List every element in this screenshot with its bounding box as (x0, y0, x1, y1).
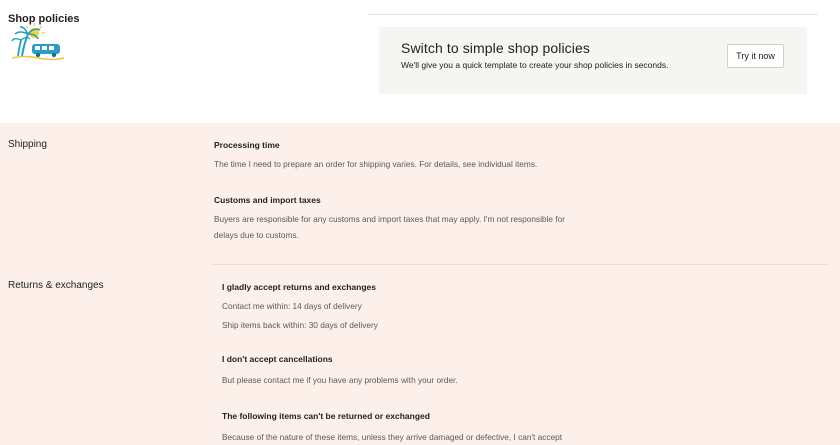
cancellations-heading: I don't accept cancellations (222, 354, 333, 364)
processing-time-heading: Processing time (214, 140, 280, 150)
cancellations-text: But please contact me if you have any problems with your order. (222, 375, 458, 385)
non-returnable-heading: The following items can't be returned or exchanged (222, 411, 430, 421)
promo-title: Switch to simple shop policies (401, 40, 590, 56)
customs-text-line-2: delays due to customs. (214, 230, 299, 240)
returns-exchanges-label: Returns & exchanges (8, 280, 104, 291)
customs-text-line-1: Buyers are responsible for any customs and import taxes that may apply. I'm not responsible for (214, 214, 565, 224)
processing-time-text: The time I need to prepare an order for shipping varies. For details, see individual items. (214, 159, 538, 169)
customs-heading: Customs and import taxes (214, 195, 321, 205)
accept-returns-heading: I gladly accept returns and exchanges (222, 282, 377, 292)
section-divider (212, 264, 828, 265)
contact-within-text: Contact me within: 14 days of delivery (222, 301, 362, 311)
shipping-label: Shipping (8, 139, 47, 150)
policies-section (0, 123, 840, 445)
top-divider (368, 14, 818, 15)
promo-description: We'll give you a quick template to create your shop policies in seconds. (401, 60, 669, 70)
palm-tree-beach-van-logo-icon (10, 22, 66, 60)
non-returnable-text: Because of the nature of these items, unless they arrive damaged or defective, I can't accept (222, 432, 563, 442)
try-it-now-button[interactable]: Try it now (727, 44, 784, 68)
page-title: Shop policies (8, 13, 80, 25)
ship-back-within-text: Ship items back within: 30 days of delivery (222, 320, 378, 330)
simple-policies-promo (379, 27, 807, 94)
